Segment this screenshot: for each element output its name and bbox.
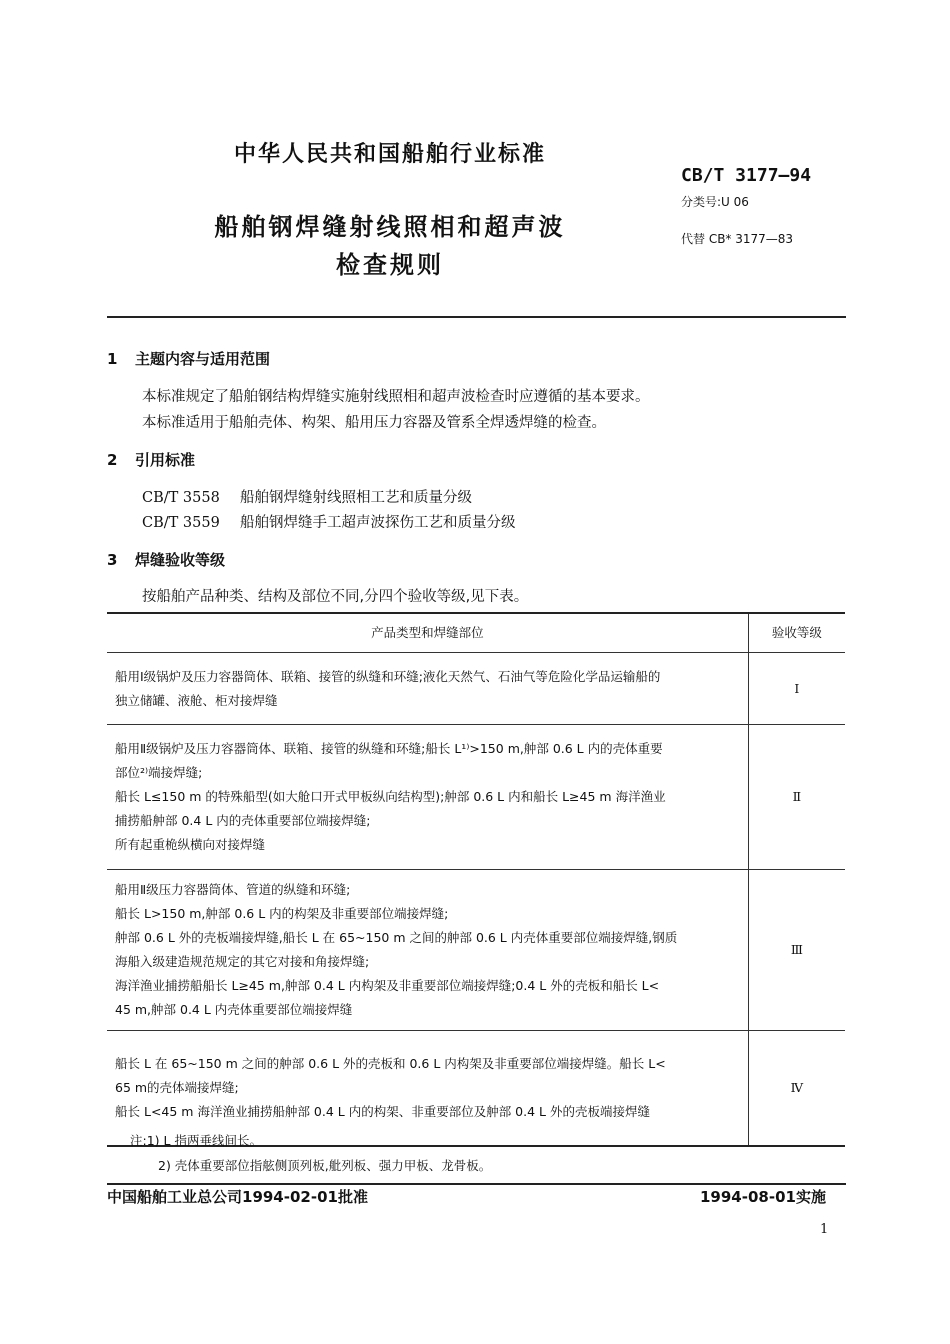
column-header-grade: 验收等级 xyxy=(748,613,845,653)
section-1-paragraph: 本标准适用于船舶壳体、构架、船用压力容器及管系全焊透焊缝的检查。 xyxy=(142,415,606,431)
industry-title: 中华人民共和国船舶行业标准 xyxy=(233,142,546,167)
row-grade: Ⅱ xyxy=(748,725,845,870)
approval-statement: 中国船舶工业总公司1994-02-01批准 xyxy=(107,1188,368,1206)
table-header-row xyxy=(107,613,845,653)
description-line: 船用Ⅱ级压力容器筒体、管道的纵缝和环缝; xyxy=(115,882,351,897)
page-number: 1 xyxy=(820,1222,829,1237)
table-row xyxy=(107,653,845,725)
description-line: 船长 L<45 m 海洋渔业捕捞船舯部 0.4 L 内的构架、非重要部位及舯部 0.4 L 外的壳板端接焊缝 xyxy=(115,1103,650,1119)
description-line: 海洋渔业捕捞船船长 L≥45 m,舯部 0.4 L 内构架及非重要部位端接焊缝;0.4 L 外的壳板和船长 L< xyxy=(115,978,660,993)
section-3-paragraph: 按船舶产品种类、结构及部位不同,分四个验收等级,见下表。 xyxy=(142,589,529,605)
implementation-date: 1994-08-01实施 xyxy=(700,1188,826,1206)
section-title: 引用标准 xyxy=(135,451,196,469)
description-line: 65 m的壳体端接焊缝; xyxy=(115,1079,239,1095)
reference-title: 船舶钢焊缝射线照相工艺和质量分级 xyxy=(240,490,472,506)
acceptance-grade-table xyxy=(107,612,845,1147)
reference-code: CB/T 3558 xyxy=(142,490,220,506)
description-line: 45 m,舯部 0.4 L 内壳体重要部位端接焊缝 xyxy=(115,1002,353,1017)
document-title-line1: 船舶钢焊缝射线照相和超声波 xyxy=(214,213,566,241)
row-description xyxy=(107,1031,748,1146)
description-line: 船长 L>150 m,舯部 0.6 L 内的构架及非重要部位端接焊缝; xyxy=(115,906,449,921)
document-title-line2: 检查规则 xyxy=(336,251,444,279)
row-grade: Ⅳ xyxy=(748,1031,845,1146)
reference-item xyxy=(142,486,472,507)
section-title: 主题内容与适用范围 xyxy=(135,350,271,368)
standard-number: CB/T 3177—94 xyxy=(681,165,812,186)
description-line: 海船入级建造规范规定的其它对接和角接焊缝; xyxy=(115,954,370,969)
header-divider xyxy=(107,316,846,318)
section-number: 2 xyxy=(107,451,118,469)
table-row xyxy=(107,725,845,870)
section-number: 3 xyxy=(107,551,118,569)
description-line: 船用Ⅱ级锅炉及压力容器筒体、联箱、接管的纵缝和环缝;船长 L¹⁾>150 m,舯部 0.6 L 内的壳体重要 xyxy=(115,741,663,756)
section-1-heading xyxy=(107,348,270,369)
column-header-product-type: 产品类型和焊缝部位 xyxy=(107,613,748,653)
description-line: 所有起重桅纵横向对接焊缝 xyxy=(115,837,266,852)
section-3-heading xyxy=(107,549,225,570)
section-number: 1 xyxy=(107,350,118,368)
section-1-paragraph: 本标准规定了船舶钢结构焊缝实施射线照相和超声波检查时应遵循的基本要求。 xyxy=(142,389,650,405)
reference-title: 船舶钢焊缝手工超声波探伤工艺和质量分级 xyxy=(240,515,516,531)
row-grade: Ⅲ xyxy=(748,870,845,1031)
description-line: 船用Ⅰ级锅炉及压力容器筒体、联箱、接管的纵缝和环缝;液化天然气、石油气等危险化学品运输船的 xyxy=(115,668,661,684)
row-description xyxy=(107,653,748,725)
description-line: 独立储罐、液舱、柜对接焊缝 xyxy=(115,692,278,708)
description-line: 船长 L 在 65~150 m 之间的舯部 0.6 L 外的壳板和 0.6 L 内构架及非重要部位端接焊缝。船长 L< xyxy=(115,1055,666,1071)
replaces-standard: 代替 CB* 3177—83 xyxy=(681,232,794,246)
row-grade: Ⅰ xyxy=(748,653,845,725)
description-line: 舯部 0.6 L 外的壳板端接焊缝,船长 L 在 65~150 m 之间的舯部 0.6 L 内壳体重要部位端接焊缝,钢质 xyxy=(115,930,678,945)
note-2: 2) 壳体重要部位指舷侧顶列板,舭列板、强力甲板、龙骨板。 xyxy=(158,1158,492,1173)
table-row xyxy=(107,1031,845,1146)
note-1: 注:1) L 指两垂线间长。 xyxy=(130,1133,262,1148)
reference-code: CB/T 3559 xyxy=(142,515,220,531)
section-title: 焊缝验收等级 xyxy=(135,551,226,569)
classification-code: 分类号:U 06 xyxy=(681,195,749,209)
row-description xyxy=(107,725,748,870)
reference-item xyxy=(142,511,516,532)
section-2-heading xyxy=(107,449,195,470)
footer-divider xyxy=(107,1183,846,1185)
description-line: 部位²⁾端接焊缝; xyxy=(115,765,203,780)
table-row xyxy=(107,870,845,1031)
description-line: 捕捞船舯部 0.4 L 内的壳体重要部位端接焊缝; xyxy=(115,813,371,828)
description-line: 船长 L≤150 m 的特殊船型(如大舱口开式甲板纵向结构型);舯部 0.6 L 内和船长 L≥45 m 海洋渔业 xyxy=(115,789,666,804)
row-description xyxy=(107,870,748,1031)
